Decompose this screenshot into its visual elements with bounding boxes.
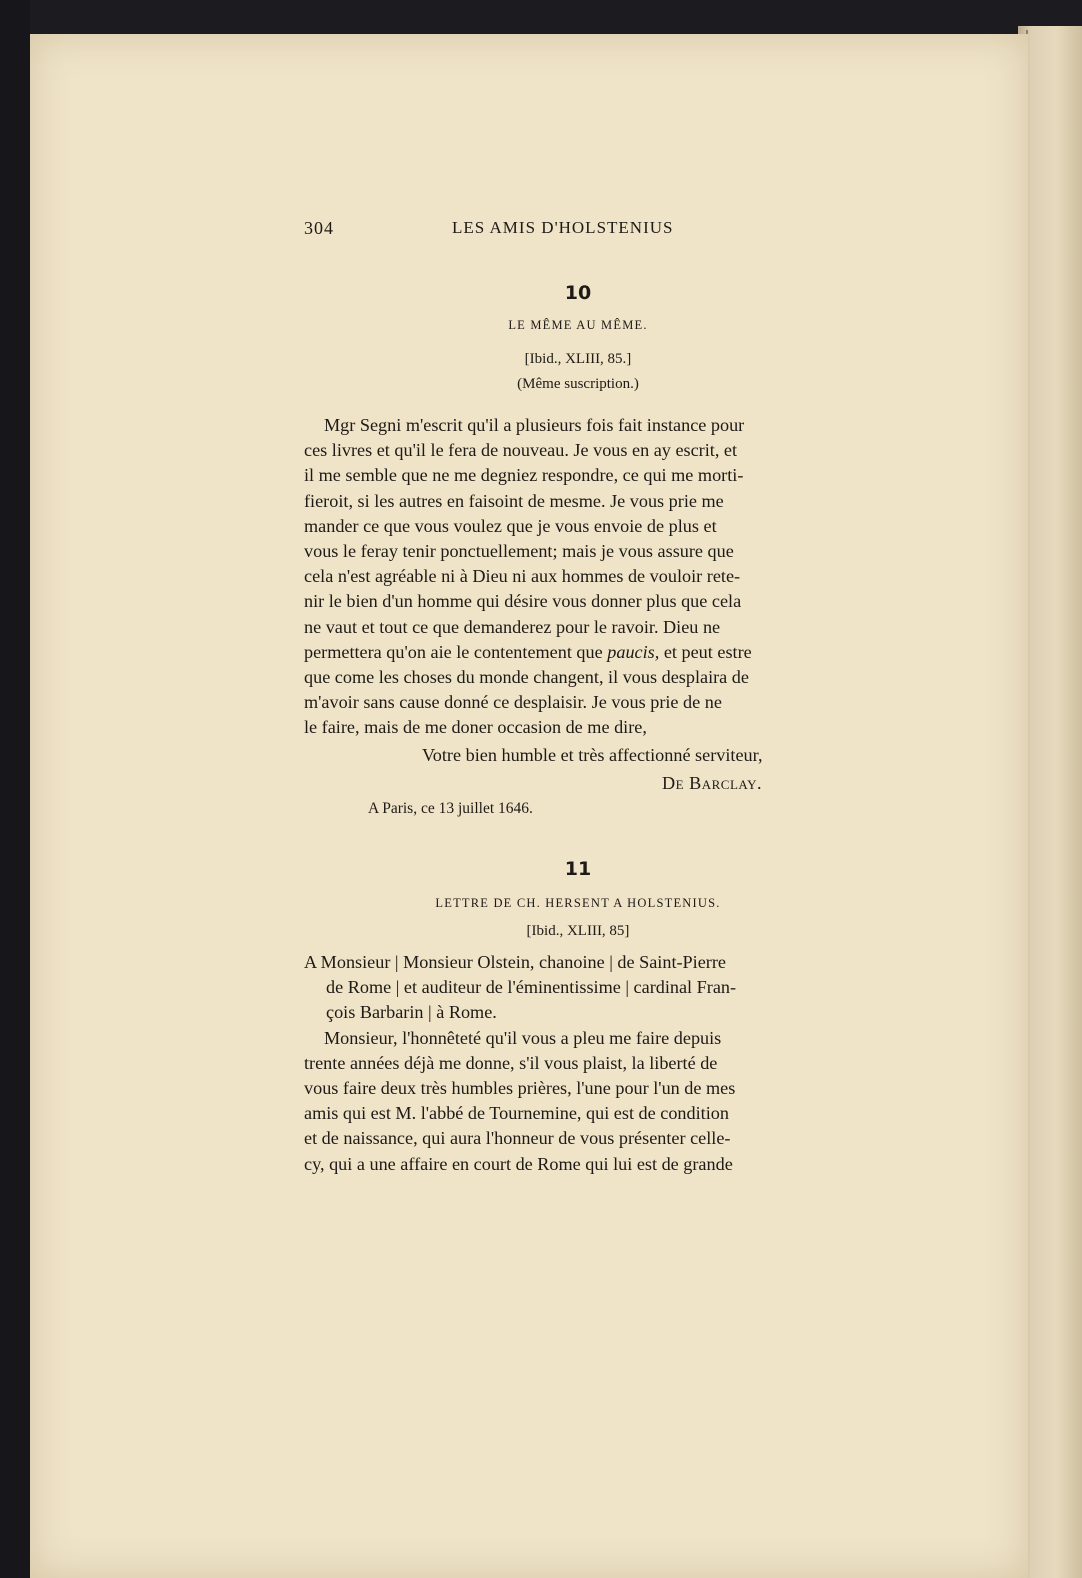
letter-signature: De Barclay. [662,772,763,793]
italic-word: paucis, [607,641,660,662]
letter-reference: [Ibid., XLIII, 85.] [524,351,632,367]
body-line: et de naissance, qui aura l'honneur de vous présenter celle- [304,1128,731,1149]
letter-body [304,413,852,741]
body-line: ces livres et qu'il le fera de nouveau. Je vous en ay escrit, et [304,440,738,461]
letter-10 [304,282,852,818]
address-line: çois Barbarin | à Rome. [326,1002,497,1023]
letter-11 [304,858,852,1177]
body-line: le faire, mais de me doner occasion de me dire, [304,717,647,738]
running-title: LES AMIS D'HOLSTENIUS [452,218,674,237]
page-number: 304 [304,218,334,238]
body-line: mander ce que vous voulez que je vous envoie de plus et [304,515,717,536]
body-text-fragment: et peut estre [659,641,752,662]
letter-date: A Paris, ce 13 juillet 1646. [368,800,533,818]
body-line: cy, qui a une affaire en court de Rome qui lui est de grande [304,1153,733,1174]
letter-title: LETTRE DE CH. HERSENT A HOLSTENIUS. [435,896,721,911]
body-line: il me semble que ne me degniez respondre, ce qui me morti- [304,465,744,486]
letter-closing: Votre bien humble et très affectionné serviteur, [422,744,763,765]
running-head [304,210,852,238]
body-line: que come les choses du monde changent, il vous desplaira de [304,667,749,688]
body-line: ne vaut et tout ce que demanderez pour le ravoir. Dieu ne [304,616,721,637]
address-line: de Rome | et auditeur de l'éminentissime | cardinal Fran- [326,977,737,998]
body-line: nir le bien d'un homme qui désire vous donner plus que cela [304,591,742,612]
letter-reference: [Ibid., XLIII, 85] [526,923,630,940]
scan-background-left [0,0,30,1578]
body-line: fieroit, si les autres en faisoint de mesme. Je vous prie me [304,490,724,511]
body-line: cela n'est agréable ni à Dieu ni aux hommes de vouloir rete- [304,566,741,587]
letter-number: 11 [564,858,592,881]
body-line: trente années déjà me donne, s'il vous plaist, la liberté de [304,1052,718,1073]
body-line: vous le feray tenir ponctuellement; mais je vous assure que [304,541,734,562]
body-line [304,640,852,665]
address-line: A Monsieur | Monsieur Olstein, chanoine | de Saint-Pierre [304,952,726,973]
body-line: Monsieur, l'honnêteté qu'il vous a pleu me faire depuis [324,1027,722,1048]
body-line: m'avoir sans cause donné ce desplaisir. Je vous prie de ne [304,692,722,713]
letter-address [304,950,852,1026]
body-line: amis qui est M. l'abbé de Tournemine, qui est de condition [304,1103,729,1124]
letter-suscription: (Même suscription.) [517,376,639,392]
page-content [304,210,852,1177]
letter-body [304,1026,852,1177]
body-line: Mgr Segni m'escrit qu'il a plusieurs fois fait instance pour [324,415,745,435]
body-line: vous faire deux très humbles prières, l'une pour l'un de mes [304,1078,736,1099]
body-text-fragment: permettera qu'on aie le contentement que [304,641,608,662]
letter-number: 10 [564,282,592,304]
letter-title: LE MÊME AU MÊME. [508,318,648,332]
